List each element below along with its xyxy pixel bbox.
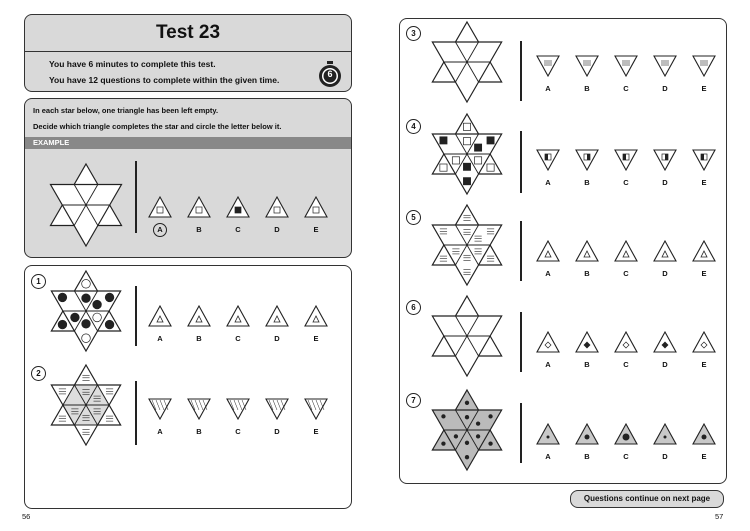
q1-option-c-triangle[interactable] — [226, 305, 250, 327]
q6-option-d-label[interactable]: D — [662, 360, 668, 369]
q4-option-c-triangle[interactable] — [614, 149, 638, 171]
q7-option-c-triangle[interactable] — [614, 423, 638, 445]
question-number-4: 4 — [406, 119, 421, 134]
example-label: EXAMPLE — [25, 137, 351, 149]
time-instruction: You have 6 minutes to complete this test. — [49, 59, 216, 69]
q4-option-b-triangle[interactable] — [575, 149, 599, 171]
q7-option-d-label[interactable]: D — [662, 452, 668, 461]
q2-option-c-label[interactable]: C — [235, 427, 241, 436]
q2-option-d-triangle[interactable] — [265, 398, 289, 420]
star-puzzle — [425, 112, 509, 196]
q5-option-a-triangle[interactable] — [536, 240, 560, 262]
star-puzzle — [425, 294, 509, 378]
q4-option-a-triangle[interactable] — [536, 149, 560, 171]
question-number-3: 3 — [406, 26, 421, 41]
q4-option-a-label[interactable]: A — [545, 178, 551, 187]
q5-option-d-triangle[interactable] — [653, 240, 677, 262]
q3-option-c-triangle[interactable] — [614, 55, 638, 77]
q4-option-b-label[interactable]: B — [584, 178, 590, 187]
example-option-c-triangle[interactable] — [226, 196, 250, 218]
q7-option-e-label[interactable]: E — [701, 452, 707, 461]
example-option-d-triangle[interactable] — [265, 196, 289, 218]
q4-option-d-label[interactable]: D — [662, 178, 668, 187]
example-option-e-triangle[interactable] — [304, 196, 328, 218]
q3-option-c-label[interactable]: C — [623, 84, 629, 93]
question-number-5: 5 — [406, 210, 421, 225]
q3-option-a-label[interactable]: A — [545, 84, 551, 93]
page-number-left: 56 — [22, 512, 31, 521]
q5-option-e-label[interactable]: E — [701, 269, 707, 278]
q3-option-e-triangle[interactable] — [692, 55, 716, 77]
q4-option-d-triangle[interactable] — [653, 149, 677, 171]
question-number-7: 7 — [406, 393, 421, 408]
question-number-1: 1 — [31, 274, 46, 289]
q4-option-e-label[interactable]: E — [701, 178, 707, 187]
timer-minutes: 6 — [327, 69, 333, 79]
q3-option-b-triangle[interactable] — [575, 55, 599, 77]
example-option-b-label[interactable]: B — [196, 225, 202, 234]
star-puzzle — [425, 20, 509, 104]
q5-option-c-label[interactable]: C — [623, 269, 629, 278]
q5-option-e-triangle[interactable] — [692, 240, 716, 262]
example-option-b-triangle[interactable] — [187, 196, 211, 218]
q2-option-d-label[interactable]: D — [274, 427, 280, 436]
question-number-6: 6 — [406, 300, 421, 315]
q7-option-b-label[interactable]: B — [584, 452, 590, 461]
continue-banner: Questions continue on next page — [570, 490, 724, 508]
instruction-line-2: Decide which triangle completes the star and circle the letter below it. — [33, 122, 282, 131]
q6-option-b-triangle[interactable] — [575, 331, 599, 353]
q2-option-c-triangle[interactable] — [226, 398, 250, 420]
page-number-right: 57 — [715, 512, 724, 521]
q7-option-b-triangle[interactable] — [575, 423, 599, 445]
q2-option-a-label[interactable]: A — [157, 427, 163, 436]
q6-option-b-label[interactable]: B — [584, 360, 590, 369]
q7-option-a-triangle[interactable] — [536, 423, 560, 445]
q1-option-a-label[interactable]: A — [157, 334, 163, 343]
q7-option-e-triangle[interactable] — [692, 423, 716, 445]
q6-option-e-label[interactable]: E — [701, 360, 707, 369]
q4-option-c-label[interactable]: C — [623, 178, 629, 187]
example-option-a-triangle[interactable] — [148, 196, 172, 218]
q6-option-a-triangle[interactable] — [536, 331, 560, 353]
q2-option-b-label[interactable]: B — [196, 427, 202, 436]
q5-option-b-label[interactable]: B — [584, 269, 590, 278]
star-puzzle — [44, 363, 128, 447]
q1-option-b-label[interactable]: B — [196, 334, 202, 343]
q5-option-d-label[interactable]: D — [662, 269, 668, 278]
q5-option-a-label[interactable]: A — [545, 269, 551, 278]
q7-option-a-label[interactable]: A — [545, 452, 551, 461]
q7-option-d-triangle[interactable] — [653, 423, 677, 445]
instruction-line-1: In each star below, one triangle has been left empty. — [33, 106, 219, 115]
q5-option-b-triangle[interactable] — [575, 240, 599, 262]
q2-option-a-triangle[interactable] — [148, 398, 172, 420]
q1-option-a-triangle[interactable] — [148, 305, 172, 327]
q5-option-c-triangle[interactable] — [614, 240, 638, 262]
q3-option-d-triangle[interactable] — [653, 55, 677, 77]
q3-option-e-label[interactable]: E — [701, 84, 707, 93]
example-option-c-label[interactable]: C — [235, 225, 241, 234]
q2-option-b-triangle[interactable] — [187, 398, 211, 420]
q3-option-b-label[interactable]: B — [584, 84, 590, 93]
star-puzzle — [43, 162, 129, 248]
question-count-instruction: You have 12 questions to complete within the given time. — [49, 75, 280, 85]
q2-option-e-triangle[interactable] — [304, 398, 328, 420]
q1-option-b-triangle[interactable] — [187, 305, 211, 327]
q3-option-d-label[interactable]: D — [662, 84, 668, 93]
star-puzzle — [44, 269, 128, 353]
example-option-a-label[interactable]: A — [153, 223, 167, 237]
question-number-2: 2 — [31, 366, 46, 381]
q6-option-c-triangle[interactable] — [614, 331, 638, 353]
example-option-d-label[interactable]: D — [274, 225, 280, 234]
q6-option-d-triangle[interactable] — [653, 331, 677, 353]
q2-option-e-label[interactable]: E — [313, 427, 319, 436]
page-title: Test 23 — [25, 15, 351, 52]
q7-option-c-label[interactable]: C — [623, 452, 629, 461]
q3-option-a-triangle[interactable] — [536, 55, 560, 77]
star-puzzle — [425, 203, 509, 287]
q6-option-a-label[interactable]: A — [545, 360, 551, 369]
star-puzzle — [425, 388, 509, 472]
q1-option-e-label[interactable]: E — [313, 334, 319, 343]
q1-option-c-label[interactable]: C — [235, 334, 241, 343]
q6-option-e-triangle[interactable] — [692, 331, 716, 353]
example-option-e-label[interactable]: E — [313, 225, 319, 234]
q1-option-d-label[interactable]: D — [274, 334, 280, 343]
q1-option-e-triangle[interactable] — [304, 305, 328, 327]
q6-option-c-label[interactable]: C — [623, 360, 629, 369]
q4-option-e-triangle[interactable] — [692, 149, 716, 171]
q1-option-d-triangle[interactable] — [265, 305, 289, 327]
